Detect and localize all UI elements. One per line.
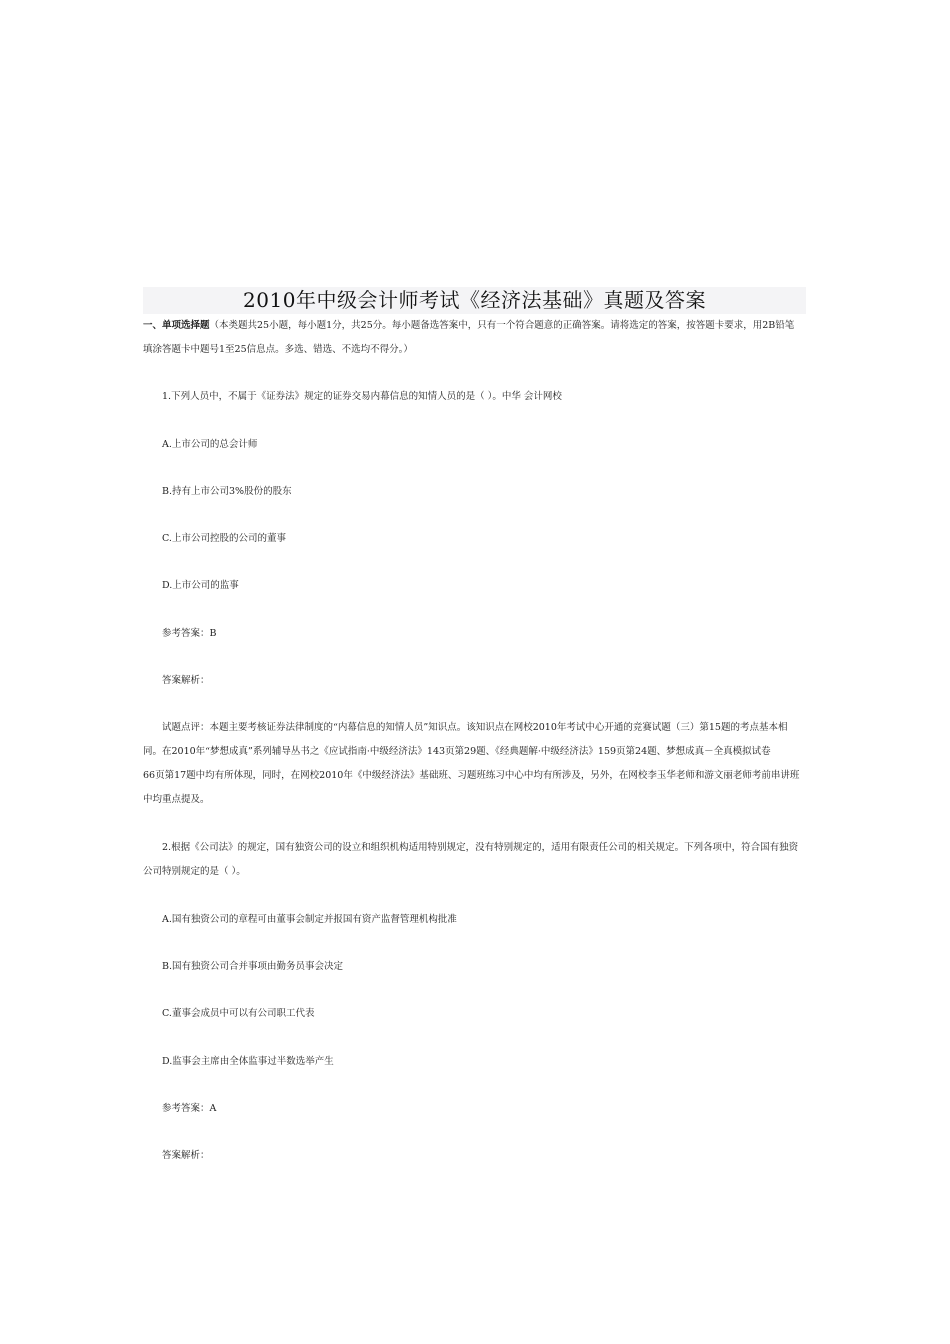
q1-answer: 参考答案：B bbox=[162, 628, 217, 639]
q2-option-a: A.国有独资公司的章程可由董事会制定并报国有资产监督管理机构批准 bbox=[162, 914, 457, 925]
section-intro-line-1 bbox=[143, 319, 806, 333]
q2-answer: 参考答案：A bbox=[162, 1103, 217, 1114]
q2-option-d: D.监事会主席由全体监事过半数选举产生 bbox=[162, 1056, 334, 1067]
q1-comment-line-3: 66页第17题中均有所体现，同时，在网校2010年《中级经济法》基础班、习题班练习中心中均有所涉及，另外，在网校李玉华老师和游文丽老师考前串讲班 bbox=[143, 770, 800, 781]
q2-stem-line-1: 2.根据《公司法》的规定，国有独资公司的设立和组织机构适用特别规定，没有特别规定的，适用有限责任公司的相关规定。下列各项中，符合国有独资 bbox=[162, 842, 799, 853]
q1-option-a: A.上市公司的总会计师 bbox=[162, 439, 258, 450]
q1-option-c: C.上市公司控股的公司的董事 bbox=[162, 533, 286, 544]
q1-comment-line-1: 试题点评：本题主要考核证券法律制度的“内幕信息的知情人员”知识点。该知识点在网校2010年考试中心开通的竞赛试题（三）第15题的考点基本相 bbox=[162, 722, 788, 733]
q1-comment-line-4: 中均重点提及。 bbox=[143, 794, 210, 805]
section-heading: 一、单项选择题 bbox=[143, 320, 210, 331]
q1-option-b: B.持有上市公司3%股份的股东 bbox=[162, 486, 292, 497]
q1-comment-line-2: 同。在2010年“梦想成真”系列辅导丛书之《应试指南·中级经济法》143页第29题、《经典题解·中级经济法》159页第24题、梦想成真－全真模拟试卷 bbox=[143, 746, 771, 757]
q1-stem: 1.下列人员中，不属于《证券法》规定的证券交易内幕信息的知情人员的是（ ）。中华 会计网校 bbox=[162, 391, 562, 402]
q2-option-c: C.董事会成员中可以有公司职工代表 bbox=[162, 1008, 315, 1019]
section-instructions-2: 填涂答题卡中题号1至25信息点。多选、错选、不选均不得分。） bbox=[143, 344, 413, 355]
q1-option-d: D.上市公司的监事 bbox=[162, 580, 239, 591]
q2-analysis-label: 答案解析： bbox=[162, 1150, 210, 1161]
document-title: 2010年中级会计师考试《经济法基础》真题及答案 bbox=[243, 288, 706, 312]
section-instructions-1: （本类题共25小题，每小题1分，共25分。每小题备选答案中，只有一个符合题意的正确答案。请将选定的答案，按答题卡要求，用2B铅笔 bbox=[209, 320, 795, 331]
q2-stem-line-2: 公司特别规定的是（ ）。 bbox=[143, 866, 246, 877]
q2-option-b: B.国有独资公司合并事项由勤务员事会决定 bbox=[162, 961, 344, 972]
q1-analysis-label: 答案解析： bbox=[162, 675, 210, 686]
